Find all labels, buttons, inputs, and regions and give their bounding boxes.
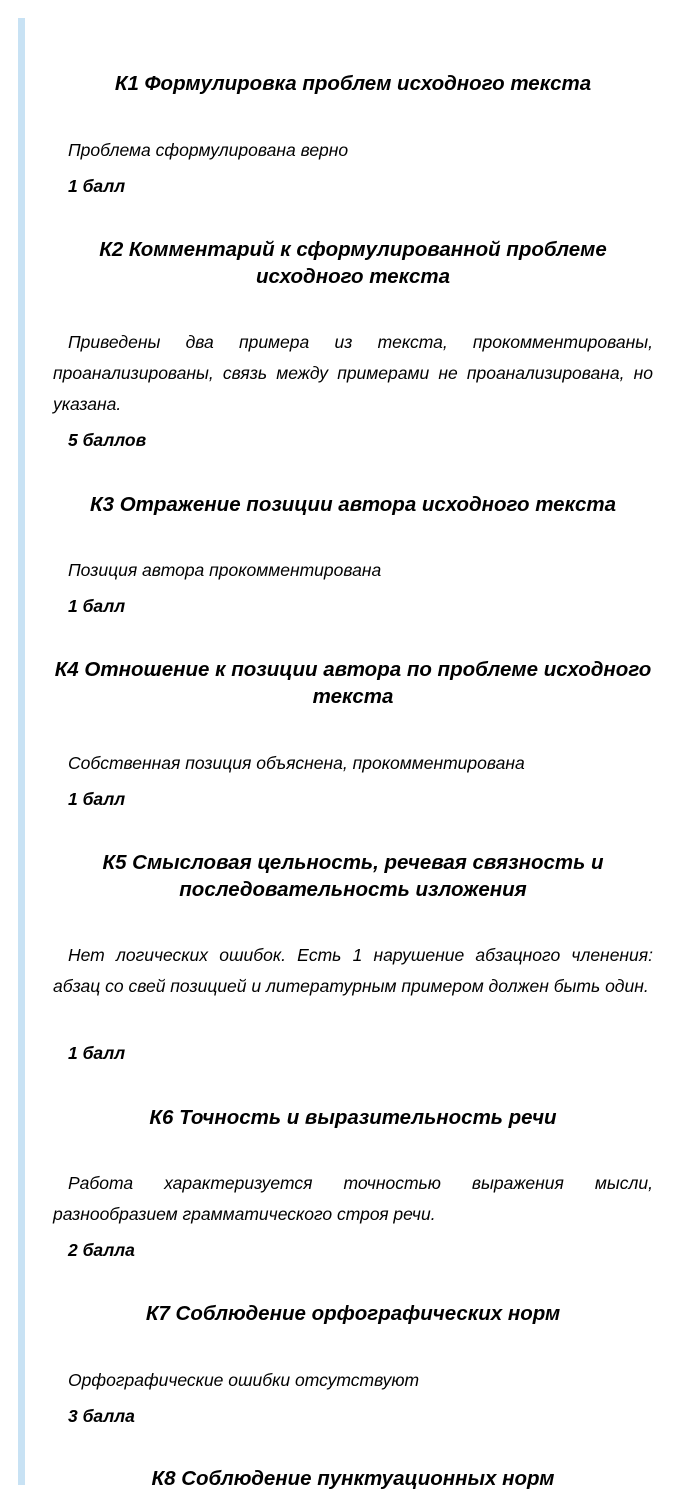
criterion-comment: Орфографические ошибки отсутствуют bbox=[68, 1370, 420, 1390]
left-accent-bar bbox=[18, 18, 25, 1485]
criterion-title: К2 Комментарий к сформулированной проблеме исходного текста bbox=[99, 238, 607, 288]
criterion-comment: Позиция автора прокомментирована bbox=[68, 560, 382, 580]
criterion-score: 1 балл bbox=[68, 596, 126, 616]
criterion-title: К3 Отражение позиции автора исходного текста bbox=[90, 493, 616, 516]
criterion-comment: Проблема сформулирована верно bbox=[68, 140, 349, 160]
criterion-score: 1 балл bbox=[68, 1043, 126, 1063]
criterion-title: К8 Соблюдение пунктуационных норм bbox=[151, 1467, 555, 1490]
criterion-comment: Собственная позиция объяснена, прокомментирована bbox=[68, 753, 525, 773]
criterion-comment: Нет логических ошибок. Есть 1 нарушение абзацного членения: абзац со свей позицией и литературным примером должен быть один. bbox=[53, 945, 653, 996]
criterion-score: 3 балла bbox=[68, 1406, 135, 1426]
criterion-title: К5 Смысловая цельность, речевая связность и последовательность изложения bbox=[102, 851, 604, 901]
criterion-title: К4 Отношение к позиции автора по проблеме исходного текста bbox=[54, 658, 652, 708]
criterion-score: 1 балл bbox=[68, 176, 126, 196]
criterion-comment: Работа характеризуется точностью выражения мысли, разнообразием грамматического строя речи. bbox=[53, 1173, 653, 1224]
criterion-score: 1 балл bbox=[68, 789, 126, 809]
criterion-score: 2 балла bbox=[68, 1240, 135, 1260]
criterion-title: К6 Точность и выразительность речи bbox=[149, 1106, 557, 1129]
criterion-title: К7 Соблюдение орфографических норм bbox=[145, 1302, 561, 1325]
criterion-title: К1 Формулировка проблем исходного текста bbox=[114, 72, 592, 95]
criterion-score: 5 баллов bbox=[68, 430, 147, 450]
criterion-comment: Приведены два примера из текста, прокомментированы, проанализированы, связь между примерами не проанализирована, но указана. bbox=[53, 332, 653, 414]
